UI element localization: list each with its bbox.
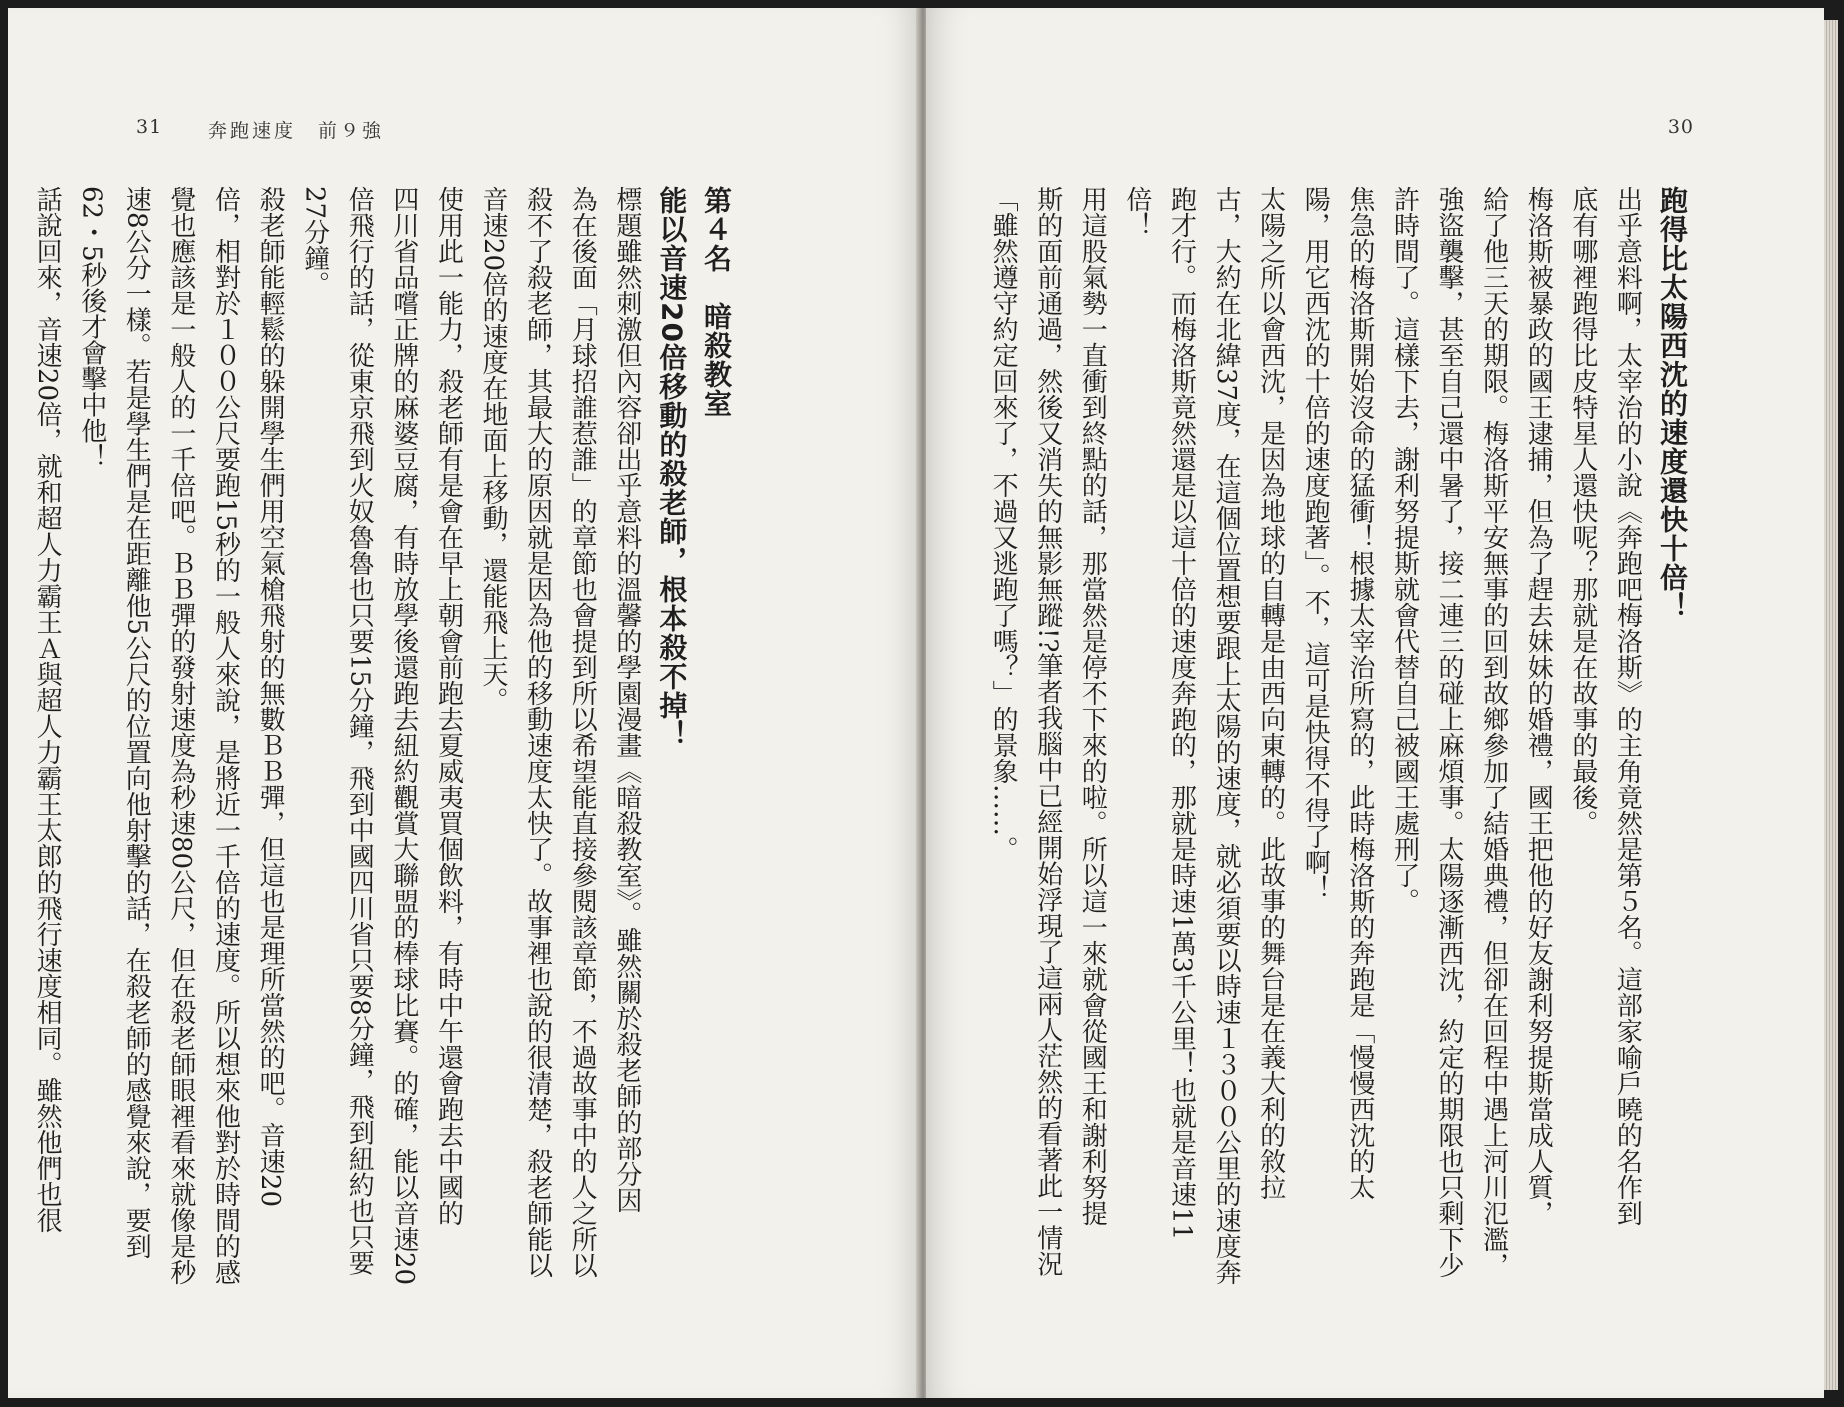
text-line: 焦急的梅洛斯開始沒命的猛衝！根據太宰治所寫的，此時梅洛斯的奔跑是「慢慢西沈的太 bbox=[1344, 186, 1375, 1200]
text-line: 殺老師能輕鬆的躲開學生們用空氣槍飛射的無數ＢＢ彈，但這也是理所當然的吧。音速20 bbox=[255, 186, 286, 1208]
text-line: 話說回來，音速20倍，就和超人力霸王Ａ與超人力霸王太郎的飛行速度相同。雖然他們也很 bbox=[32, 186, 63, 1234]
text-line: 古，大約在北緯37度，在這個位置想要跟上太陽的速度，就必須要以時速１３００公里的速度奔 bbox=[1211, 186, 1242, 1286]
text-line: 殺不了殺老師，其最大的原因就是因為他的移動速度太快了。故事裡也說的很清楚，殺老師能以 bbox=[522, 186, 553, 1278]
text-line: 許時間了。這樣下去，謝利努提斯就會代替自己被國王處刑了。 bbox=[1389, 186, 1420, 914]
text-line: 用這股氣勢一直衝到終點的話，那當然是停不下來的啦。所以這一來就會從國王和謝利努提 bbox=[1077, 186, 1108, 1226]
text-line: 覺也應該是一般人的一千倍吧。ＢＢ彈的發射速度為秒速80公尺，但在殺老師眼裡看來就像是秒 bbox=[165, 186, 196, 1286]
text-line: 給了他三天的期限。梅洛斯平安無事的回到故鄉參加了結婚典禮，但卻在回程中遇上河川氾濫， bbox=[1478, 186, 1509, 1278]
left-running-title: 奔跑速度 前９強 bbox=[208, 120, 385, 142]
section-heading-rank: 第４名 暗殺教室 bbox=[700, 186, 733, 418]
left-page-body bbox=[25, 186, 739, 1356]
right-page-number: 30 bbox=[1667, 116, 1694, 138]
text-line: 斯的面前通過，然後又消失的無影無蹤!?筆者我腦中已經開始浮現了這兩人茫然的看著此一情況 bbox=[1032, 186, 1063, 1277]
left-page bbox=[8, 8, 920, 1398]
right-page bbox=[926, 8, 1824, 1398]
text-line: 倍！ bbox=[1121, 186, 1152, 238]
text-line: 62・5秒後才會擊中他！ bbox=[76, 186, 107, 470]
text-line: 出乎意料啊，太宰治的小說《奔跑吧梅洛斯》的主角竟然是第５名。這部家喻戶曉的名作到 bbox=[1612, 186, 1643, 1226]
text-line: 跑才行。而梅洛斯竟然還是以這十倍的速度奔跑的，那就是時速1萬3千公里！也就是音速11 bbox=[1166, 186, 1197, 1241]
section-heading: 跑得比太陽西沈的速度還快十倍！ bbox=[1656, 186, 1689, 621]
text-line: 「雖然遵守約定回來了，不過又逃跑了嗎？」的景象……。 bbox=[988, 186, 1019, 862]
right-page-body bbox=[981, 186, 1695, 1356]
text-line: 四川省品嚐正牌的麻婆豆腐，有時放學後還跑去紐約觀賞大聯盟的棒球比賽。的確，能以音速20 bbox=[388, 186, 419, 1286]
section-heading-subtitle: 能以音速20倍移動的殺老師，根本殺不掉！ bbox=[655, 186, 689, 749]
text-line: 底有哪裡跑得比皮特星人還快呢？那就是在故事的最後。 bbox=[1567, 186, 1598, 836]
text-line: 太陽之所以會西沈，是因為地球的自轉是由西向東轉的。此故事的舞台是在義大利的敘拉 bbox=[1255, 186, 1286, 1200]
text-line: 27分鐘。 bbox=[299, 186, 330, 298]
text-line: 倍，相對於１００公尺要跑15秒的一般人來說，是將近一千倍的速度。所以想來他對於時間的感 bbox=[210, 186, 241, 1286]
text-line: 倍飛行的話，從東京飛到火奴魯魯也只要15分鐘，飛到中國四川省只要8分鐘，飛到紐約也只要 bbox=[344, 186, 375, 1276]
page-edges bbox=[1824, 20, 1838, 1390]
text-line: 強盜襲擊，甚至自己還中暑了，接二連三的碰上麻煩事。太陽逐漸西沈，約定的期限也只剩下少 bbox=[1434, 186, 1465, 1278]
text-line: 為在後面「月球招誰惹誰」的章節也會提到所以希望能直接參閱該章節，不過故事中的人之所以 bbox=[567, 186, 598, 1278]
left-page-number: 31 bbox=[136, 116, 163, 138]
text-line: 音速20倍的速度在地面上移動，還能飛上天。 bbox=[478, 186, 509, 714]
text-line: 使用此一能力，殺老師有是會在早上朝會前跑去夏威夷買個飲料，有時中午還會跑去中國的 bbox=[433, 186, 464, 1226]
text-line: 速8公分一樣。若是學生們是在距離他5公尺的位置向他射擊的話，在殺老師的感覺來說，要到 bbox=[121, 186, 152, 1260]
text-line: 標題雖然刺激但內容卻出乎意料的溫馨的學園漫畫《暗殺教室》。雖然關於殺老師的部分因 bbox=[611, 186, 642, 1213]
text-line: 陽，用它西沈的十倍的速度跑著」。不，這可是快得不得了啊！ bbox=[1300, 186, 1331, 901]
text-line: 梅洛斯被暴政的國王逮捕，但為了趕去妹妹的婚禮，國王把他的好友謝利努提斯當成人質， bbox=[1523, 186, 1554, 1226]
